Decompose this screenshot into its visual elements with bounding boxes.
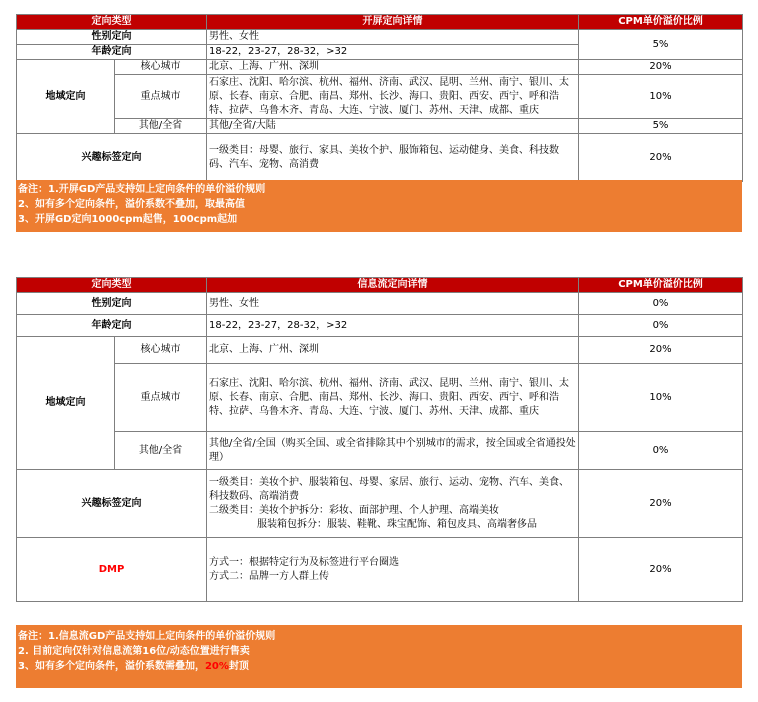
gender-label: 性别定向 bbox=[17, 293, 207, 315]
feed-note bbox=[16, 625, 742, 688]
note-line: 2. 目前定向仅针对信息流第16位/动态位置进行售卖 bbox=[18, 646, 250, 657]
table-row bbox=[17, 315, 743, 337]
header-cpm-premium: CPM单价溢价比例 bbox=[579, 15, 743, 30]
age-detail: 18-22，23-27，28-32，>32 bbox=[207, 315, 579, 337]
table-header-row bbox=[17, 15, 743, 30]
gender-label: 性别定向 bbox=[17, 30, 207, 45]
dmp-label: DMP bbox=[17, 538, 207, 602]
table-row bbox=[17, 293, 743, 315]
note-line bbox=[18, 659, 740, 674]
dmp-premium: 20% bbox=[579, 538, 743, 602]
other-region-label: 其他/全省 bbox=[115, 432, 207, 470]
header-targeting-type: 定向类型 bbox=[17, 278, 207, 293]
key-city-detail: 石家庄、沈阳、哈尔滨、杭州、福州、济南、武汉、昆明、兰州、南宁、银川、太原、长春、南京、合肥、南昌、郑州、长沙、海口、贵阳、西安、西宁、呼和浩特、拉萨、乌鲁木齐、青岛、大连、宁波、厦门、苏州、天津、成都、重庆 bbox=[207, 364, 579, 432]
interest-line: 服装箱包拆分：服装、鞋靴、珠宝配饰、箱包皮具、高端奢侈品 bbox=[257, 518, 537, 530]
other-region-label: 其他/全省 bbox=[115, 119, 207, 134]
core-city-label: 核心城市 bbox=[115, 337, 207, 364]
key-city-premium: 10% bbox=[579, 364, 743, 432]
header-feed-detail: 信息流定向详情 bbox=[207, 278, 579, 293]
interest-label: 兴趣标签定向 bbox=[17, 134, 207, 182]
key-city-premium: 10% bbox=[579, 75, 743, 119]
note-text: 3、如有多个定向条件，溢价系数需叠加， bbox=[18, 661, 205, 672]
other-region-premium: 5% bbox=[579, 119, 743, 134]
feed-targeting-table bbox=[16, 277, 743, 602]
gender-premium: 0% bbox=[579, 293, 743, 315]
table-row bbox=[17, 538, 743, 602]
interest-detail bbox=[207, 470, 579, 538]
core-city-detail: 北京、上海、广州、深圳 bbox=[207, 60, 579, 75]
table-row bbox=[17, 134, 743, 182]
core-city-detail: 北京、上海、广州、深圳 bbox=[207, 337, 579, 364]
region-label: 地域定向 bbox=[17, 337, 115, 470]
interest-line: 一级类目：美妆个护、服装箱包、母婴、家居、旅行、运动、宠物、汽车、美食、科技数码、高端消费 bbox=[209, 476, 569, 502]
age-premium: 0% bbox=[579, 315, 743, 337]
dmp-detail bbox=[207, 538, 579, 602]
interest-line: 二级类目：美妆个护拆分：彩妆、面部护理、个人护理、高端美妆 bbox=[209, 504, 499, 516]
age-label: 年龄定向 bbox=[17, 45, 207, 60]
age-detail: 18-22，23-27，28-32，>32 bbox=[207, 45, 579, 60]
dmp-line: 方式二：品牌一方人群上传 bbox=[209, 570, 329, 582]
gender-detail: 男性、女性 bbox=[207, 293, 579, 315]
gender-detail: 男性、女性 bbox=[207, 30, 579, 45]
header-cpm-premium: CPM单价溢价比例 bbox=[579, 278, 743, 293]
table-row bbox=[17, 60, 743, 75]
interest-premium: 20% bbox=[579, 470, 743, 538]
other-region-detail: 其他/全省/全国（购买全国、或全省排除其中个别城市的需求，按全国或全省通投处理） bbox=[207, 432, 579, 470]
age-label: 年龄定向 bbox=[17, 315, 207, 337]
interest-premium: 20% bbox=[579, 134, 743, 182]
dmp-line: 方式一：根据特定行为及标签进行平台圈选 bbox=[209, 556, 399, 568]
table-row bbox=[17, 470, 743, 538]
core-city-label: 核心城市 bbox=[115, 60, 207, 75]
other-region-premium: 0% bbox=[579, 432, 743, 470]
table-row bbox=[17, 75, 743, 119]
splash-note bbox=[16, 180, 742, 232]
note-line: 3、开屏GD定向1000cpm起售，100cpm起加 bbox=[18, 214, 238, 225]
core-city-premium: 20% bbox=[579, 60, 743, 75]
other-region-detail: 其他/全省/大陆 bbox=[207, 119, 579, 134]
gender-age-premium: 5% bbox=[579, 30, 743, 60]
note-line: 备注：1.开屏GD产品支持如上定向条件的单价溢价规则 bbox=[18, 184, 266, 195]
interest-detail: 一级类目：母婴、旅行、家具、美妆个护、服饰箱包、运动健身、美食、科技数码、汽车、宠物、高消费 bbox=[207, 134, 579, 182]
note-line: 备注：1.信息流GD产品支持如上定向条件的单价溢价规则 bbox=[18, 631, 276, 642]
table-header-row bbox=[17, 278, 743, 293]
region-label: 地域定向 bbox=[17, 60, 115, 134]
header-targeting-type: 定向类型 bbox=[17, 15, 207, 30]
interest-label: 兴趣标签定向 bbox=[17, 470, 207, 538]
table-row bbox=[17, 364, 743, 432]
splash-targeting-table bbox=[16, 14, 743, 182]
note-text: 封顶 bbox=[228, 661, 249, 672]
note-line: 2、如有多个定向条件，溢价系数不叠加，取最高值 bbox=[18, 199, 245, 210]
table-row bbox=[17, 119, 743, 134]
note-highlight: 20% bbox=[204, 661, 229, 672]
header-splash-detail: 开屏定向详情 bbox=[207, 15, 579, 30]
table-row bbox=[17, 337, 743, 364]
key-city-detail: 石家庄、沈阳、哈尔滨、杭州、福州、济南、武汉、昆明、兰州、南宁、银川、太原、长春、南京、合肥、南昌、郑州、长沙、海口、贵阳、西安、西宁、呼和浩特、拉萨、乌鲁木齐、青岛、大连、宁波、厦门、苏州、天津、成都、重庆 bbox=[207, 75, 579, 119]
table-row bbox=[17, 30, 743, 45]
core-city-premium: 20% bbox=[579, 337, 743, 364]
key-city-label: 重点城市 bbox=[115, 364, 207, 432]
key-city-label: 重点城市 bbox=[115, 75, 207, 119]
table-row bbox=[17, 432, 743, 470]
